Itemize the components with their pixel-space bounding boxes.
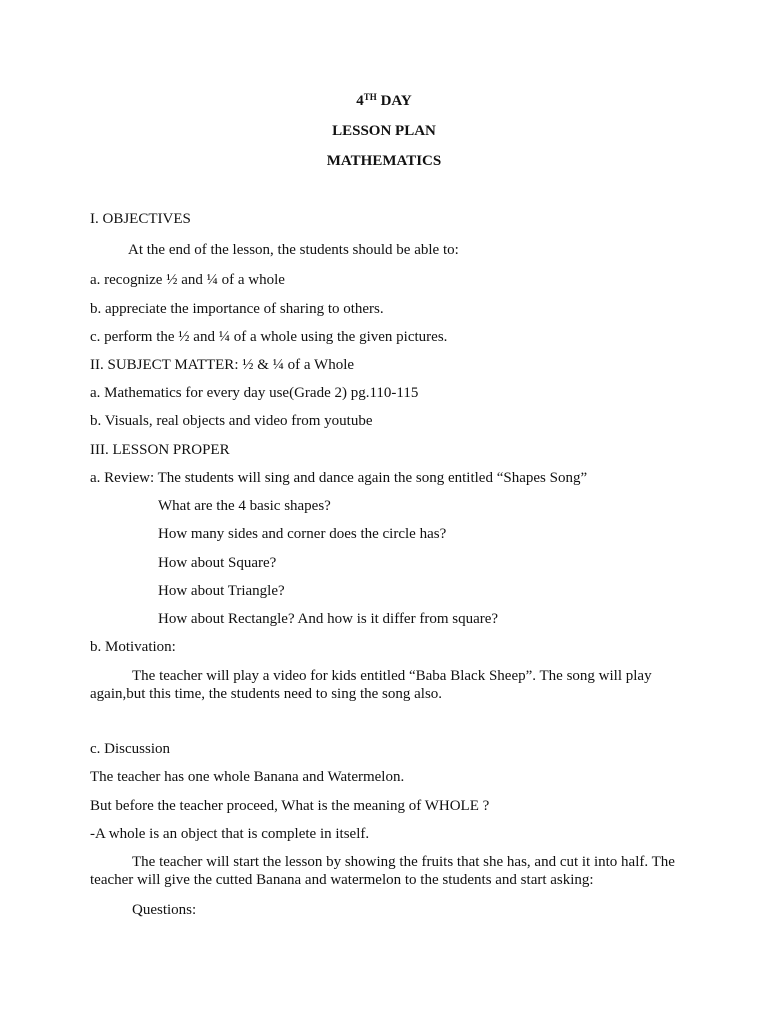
objective-item: b. appreciate the importance of sharing to others. bbox=[90, 301, 384, 317]
review-question: How many sides and corner does the circle has? bbox=[158, 526, 447, 542]
review-question: How about Rectangle? And how is it differ from square? bbox=[158, 611, 499, 627]
lesson-proper-heading: III. LESSON PROPER bbox=[90, 442, 230, 458]
discussion-line: But before the teacher proceed, What is the meaning of WHOLE ? bbox=[90, 798, 490, 814]
review-question: How about Triangle? bbox=[158, 583, 285, 599]
review-question: What are the 4 basic shapes? bbox=[158, 498, 331, 514]
motivation-text-line: again,but this time, the students need to sing the song also. bbox=[90, 686, 443, 702]
discussion-line: The teacher has one whole Banana and Watermelon. bbox=[90, 769, 405, 785]
motivation-text-line: The teacher will play a video for kids entitled “Baba Black Sheep”. The song will play bbox=[132, 668, 652, 684]
review-line: a. Review: The students will sing and dance again the song entitled “Shapes Song” bbox=[90, 470, 588, 486]
discussion-heading: c. Discussion bbox=[90, 741, 170, 757]
lesson-plan-title: LESSON PLAN bbox=[332, 123, 436, 139]
motivation-heading: b. Motivation: bbox=[90, 639, 176, 655]
review-question: How about Square? bbox=[158, 555, 277, 571]
discussion-line: -A whole is an object that is complete in itself. bbox=[90, 826, 370, 842]
objective-item: c. perform the ½ and ¼ of a whole using the given pictures. bbox=[90, 329, 448, 345]
subject-matter-item: a. Mathematics for every day use(Grade 2) pg.110-115 bbox=[90, 385, 419, 401]
questions-label: Questions: bbox=[132, 902, 197, 918]
objectives-heading: I. OBJECTIVES bbox=[90, 211, 191, 227]
day-title bbox=[0, 92, 768, 110]
subject-matter-heading: II. SUBJECT MATTER: ½ & ¼ of a Whole bbox=[90, 357, 355, 373]
objectives-intro: At the end of the lesson, the students should be able to: bbox=[128, 242, 459, 258]
day-word: DAY bbox=[380, 93, 412, 109]
day-suffix: TH bbox=[363, 92, 377, 102]
discussion-paragraph-line: teacher will give the cutted Banana and watermelon to the students and start asking: bbox=[90, 872, 594, 888]
subject-matter-item: b. Visuals, real objects and video from youtube bbox=[90, 413, 373, 429]
day-number: 4 bbox=[356, 93, 364, 109]
subject-title: MATHEMATICS bbox=[326, 153, 442, 169]
discussion-paragraph-line: The teacher will start the lesson by showing the fruits that she has, and cut it into half. The bbox=[132, 854, 675, 870]
objective-item: a. recognize ½ and ¼ of a whole bbox=[90, 272, 285, 288]
